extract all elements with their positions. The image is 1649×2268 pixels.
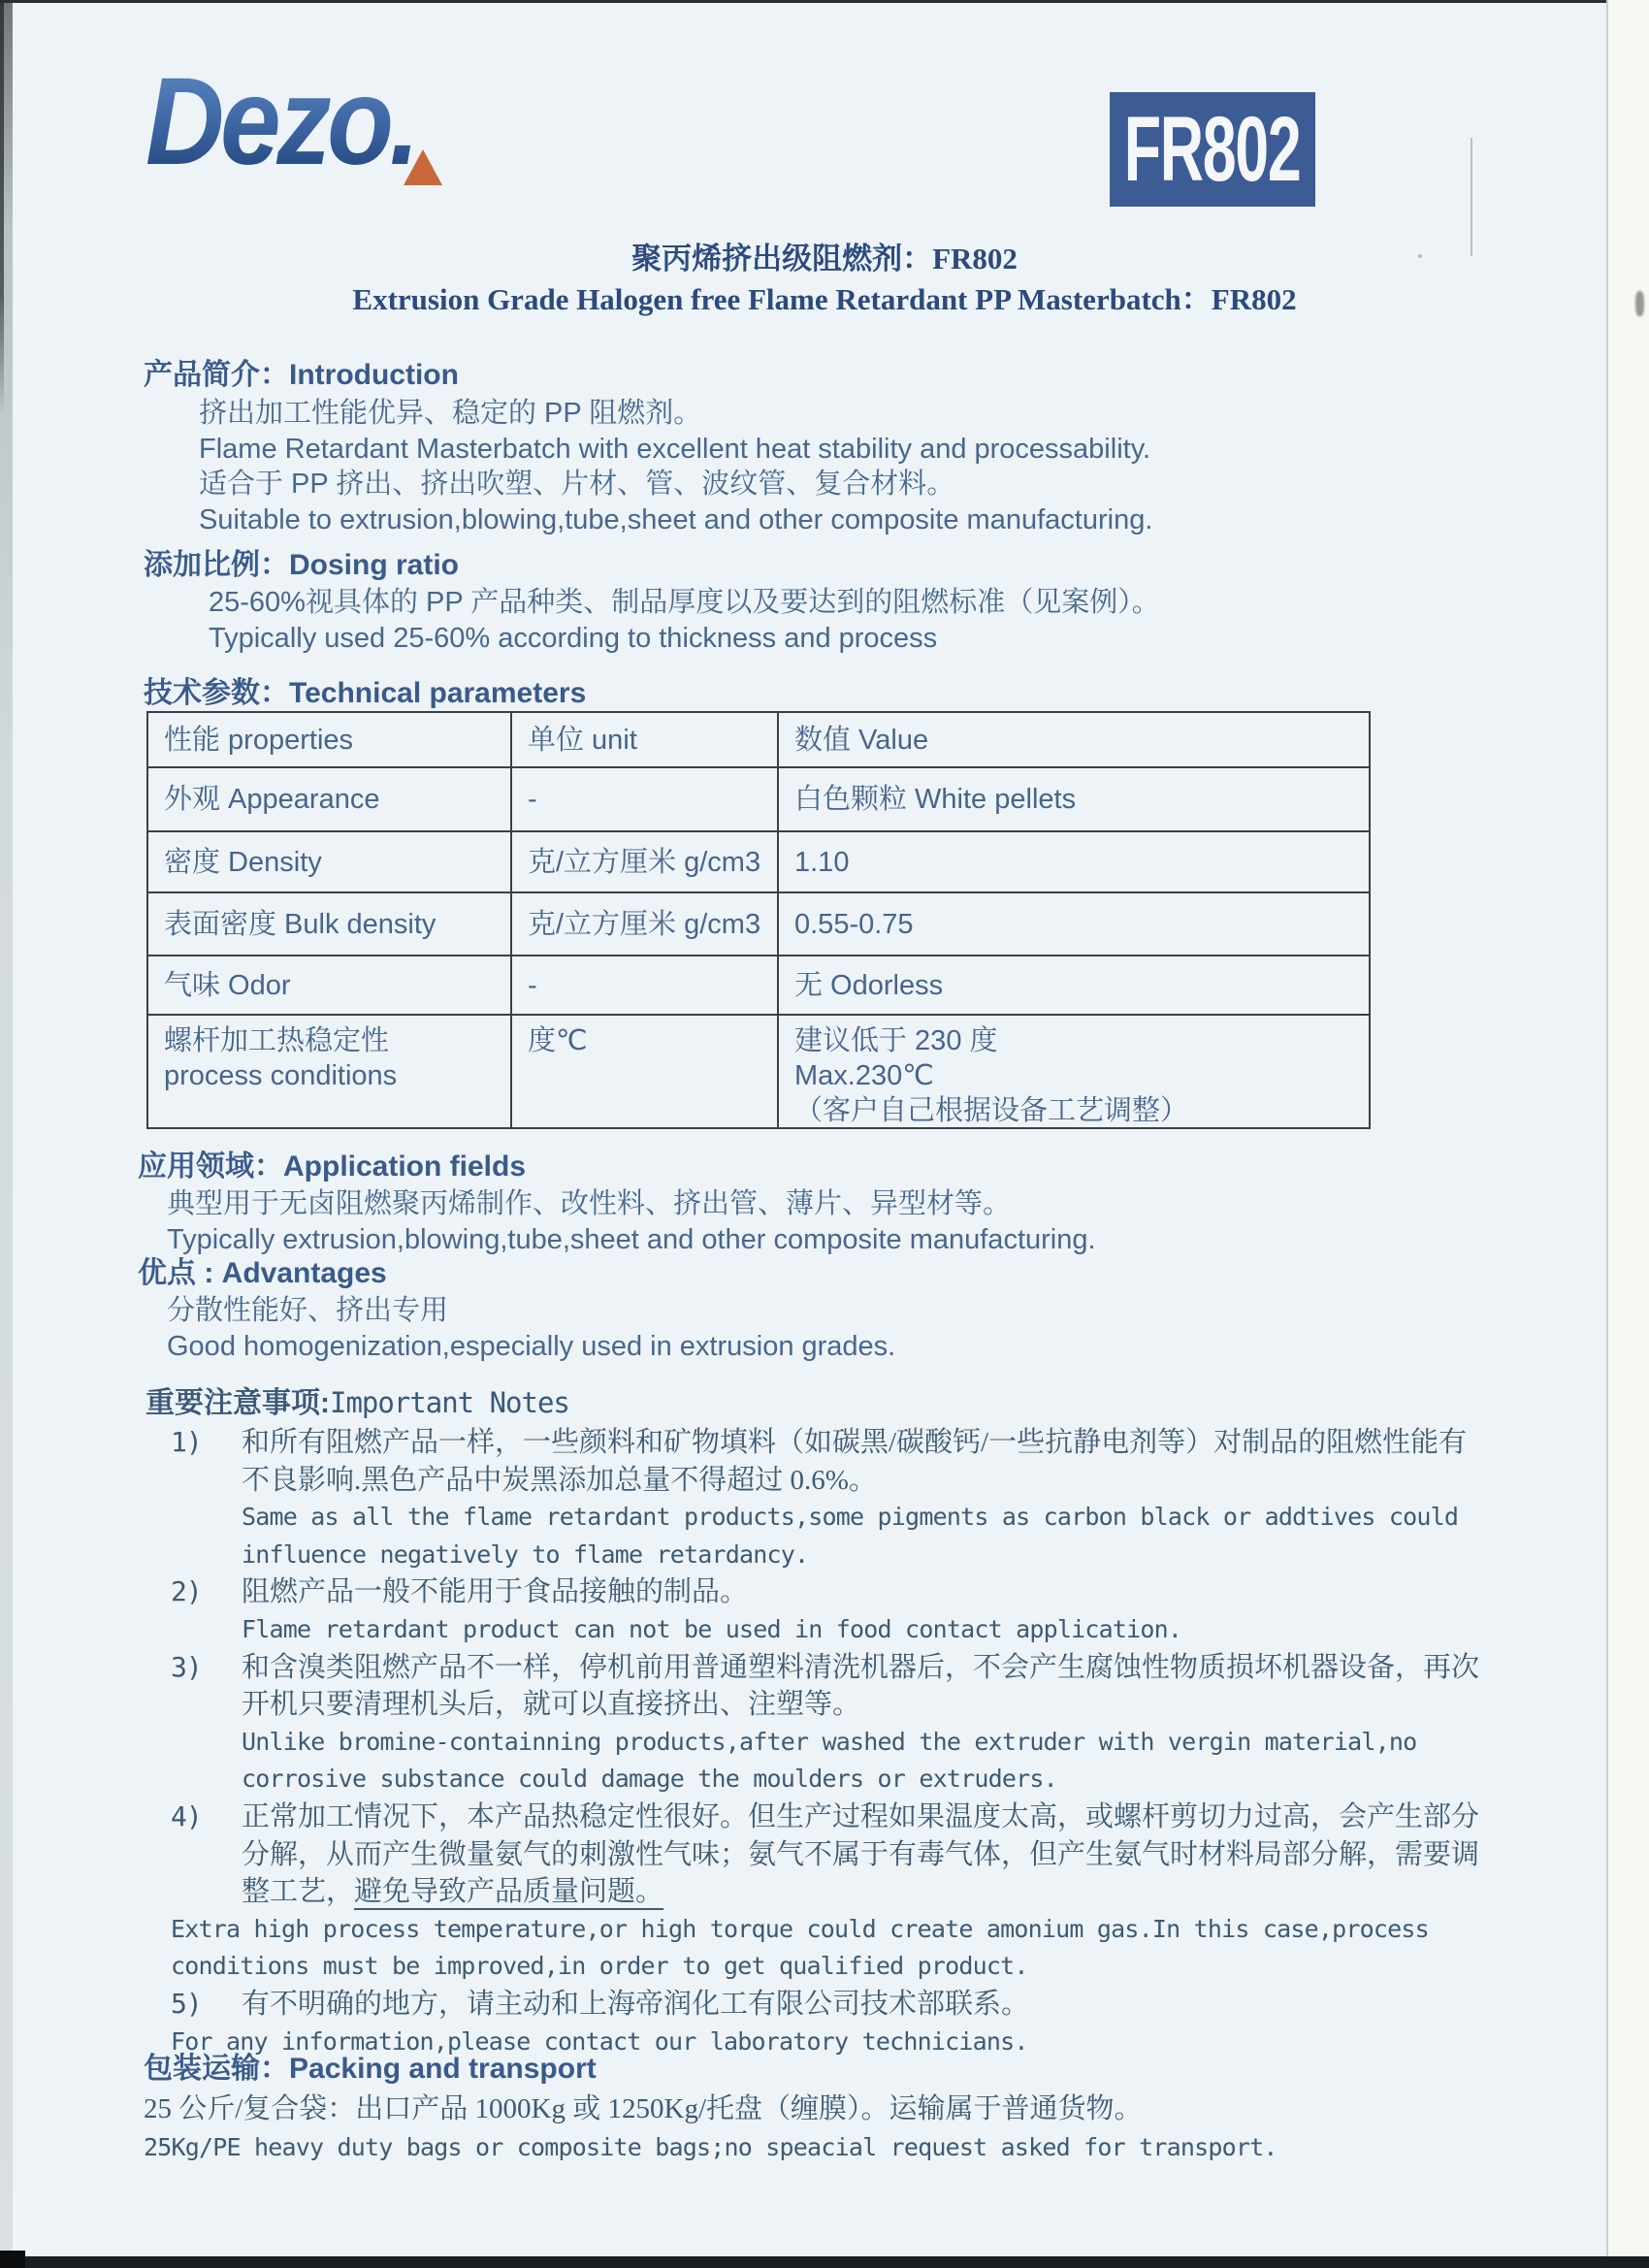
note-text: conditions must be improved,in order to get qualified product. [171,1952,1028,1981]
title-zh: 聚丙烯挤出级阻燃剂：FR802 [631,242,1018,275]
table-row [148,893,1369,956]
cell-unit [512,1016,779,1127]
cell-value [779,956,1369,1014]
cell-line: - [528,969,537,1001]
title-en: Extrusion Grade Halogen free Flame Retardant PP Masterbatch：FR802 [352,282,1297,316]
note-text: 有不明确的地方，请主动和上海帝润化工有限公司技术部联系。 [242,1988,1030,2020]
note-number: 3) [171,1650,202,1683]
cell-line: 0.55-0.75 [794,908,914,940]
cell-property [148,893,512,955]
cell-line: 外观 Appearance [164,784,380,815]
advantages-heading: 优点 : Advantages [138,1257,387,1289]
text-line: Flame Retardant Masterbatch with excellent heat stability and processability. [199,433,1151,465]
note-line [171,1686,1548,1724]
scan-edge-left-shadow [0,0,4,417]
note-text: corrosive substance could damage the moulders or extruders. [242,1765,1057,1794]
note-text: Extra high process temperature,or high torque could create amonium gas.In this case,process [171,1914,1429,1943]
logo-triangle-icon [404,149,442,185]
cell-property [148,956,512,1014]
note-line [171,1573,1548,1611]
text-line: Good homogenization,especially used in extrusion grades. [167,1330,896,1362]
cell-value [779,1016,1369,1127]
packing-lines [144,2090,1277,2167]
document-title-block [0,239,1649,320]
introduction-heading: 产品简介：Introduction [144,359,459,391]
note-text: For any information,please contact our laboratory technicians. [171,2026,1028,2056]
note-text: Same as all the flame retardant products,some pigments as carbon black or addtives could [242,1503,1459,1532]
note-text: 分解，从而产生微量氨气的刺激性气味；氨气不属于有毒气体，但产生氨气时材料局部分解，需要调 [242,1838,1480,1870]
cell-unit [512,893,779,955]
product-code: FR802 [1124,97,1301,201]
text-line: Typically used 25-60% according to thickness and process [209,622,938,654]
scan-corner-bottom-left [0,2251,25,2268]
cell-unit [512,768,779,830]
cell-line: Max.230℃ [794,1060,934,1091]
cell-property [148,1016,512,1127]
packing-heading: 包装运输：Packing and transport [144,2053,597,2085]
application-lines [167,1186,1096,1257]
text-line: Suitable to extrusion,blowing,tube,sheet and other composite manufacturing. [199,503,1153,535]
cell-line: 单位 unit [528,724,637,756]
notes-heading [146,1385,569,1421]
note-line [171,1424,1548,1462]
note-line [171,1986,1548,2024]
cell-line: 克/立方厘米 g/cm3 [528,846,761,878]
cell-value [779,713,1369,766]
cell-line: 气味 Odor [164,969,291,1001]
note-text: Flame retardant product can not be used in food contact application. [242,1614,1182,1643]
cell-value [779,832,1369,891]
cell-line: 1.10 [794,846,850,878]
note-text: 整工艺，避免导致产品质量问题。 [242,1873,663,1910]
text-line: Typically extrusion,blowing,tube,sheet and other composite manufacturing. [167,1223,1096,1255]
table-row [148,956,1369,1016]
table-row [148,768,1369,832]
text-line: 典型用于无卤阻燃聚丙烯制作、改性料、挤出管、薄片、异型材等。 [167,1188,1012,1219]
note-line [171,1836,1548,1874]
note-line [171,1611,1548,1649]
note-line [171,1761,1548,1798]
cell-line: 螺杆加工热稳定性 [164,1025,390,1056]
packing-line: 25 公斤/复合袋：出口产品 1000Kg 或 1250Kg/托盘（缠膜）。运输属于普通货物。 [144,2093,1143,2124]
cell-unit [512,713,779,766]
text-line: 适合于 PP 挤出、挤出吹塑、片材、管、波纹管、复合材料。 [199,469,955,500]
note-text: influence negatively to flame retardancy. [242,1539,809,1569]
cell-line: 性能 properties [164,724,354,756]
note-line [171,1537,1548,1574]
cell-value [779,768,1369,830]
note-text-underlined: 避免导致产品质量问题。 [354,1876,663,1910]
note-number: 4) [171,1799,202,1832]
note-number: 5) [171,1987,202,2020]
cell-line: process conditions [164,1060,398,1091]
cell-value [779,893,1369,955]
cell-line: 度℃ [528,1025,588,1056]
note-line [171,1499,1548,1537]
advantages-lines [167,1293,895,1364]
table-row [148,832,1369,893]
note-line [171,1798,1548,1836]
note-text: 开机只要清理机头后，就可以直接挤出、注塑等。 [242,1689,861,1721]
cell-line: 表面密度 Bulk density [164,908,436,940]
paper-right-edge [1606,0,1649,2268]
note-line [171,1873,1548,1911]
cell-line: 无 Odorless [794,969,944,1001]
note-number: 2) [171,1575,202,1608]
cell-line: （客户自己根据设备工艺调整） [794,1095,1189,1126]
table-row [148,713,1369,768]
cell-property [148,832,512,891]
note-text: 和所有阻燃产品一样，一些颜料和矿物填料（如碳黑/碳酸钙/一些抗静电剂等）对制品的阻燃性能有 [242,1427,1468,1458]
cell-line: - [528,784,537,815]
note-text: Unlike bromine-containning products,after washed the extruder with vergin material,no [242,1727,1417,1756]
cell-unit [512,956,779,1014]
product-code-badge [1110,92,1315,207]
company-logo [146,52,452,206]
technical-heading: 技术参数：Technical parameters [144,677,587,709]
cell-unit [512,832,779,891]
note-line [171,1649,1548,1687]
note-text: 不良影响.黑色产品中炭黑添加总量不得超过 0.6%。 [242,1464,877,1496]
note-line [171,1462,1548,1500]
note-line [171,1911,1548,1949]
note-line [171,1948,1548,1986]
cell-line: 数值 Value [794,724,929,756]
introduction-lines [199,396,1152,537]
cell-line: 建议低于 230 度 [794,1025,998,1056]
notes-heading-en: Important Notes [330,1386,569,1419]
packing-line: 25Kg/PE heavy duty bags or composite bags;no speacial request asked for transport. [144,2133,1277,2161]
dosing-lines [209,585,1160,656]
technical-parameters-table [146,711,1371,1129]
text-line: 25-60%视具体的 PP 产品种类、制品厚度以及要达到的阻燃标准（见案例）。 [209,587,1160,618]
note-text: 阻燃产品一般不能用于食品接触的制品。 [242,1576,749,1608]
note-number: 1) [171,1426,202,1458]
note-text: 正常加工情况下，本产品热稳定性很好。但生产过程如果温度太高，或螺杆剪切力过高，会产生部分 [242,1800,1480,1832]
dosing-heading: 添加比例：Dosing ratio [144,549,460,581]
note-text: 和含溴类阻燃产品不一样，停机前用普通塑料清洗机器后，不会产生腐蚀性物质损坏机器设备，再次 [242,1651,1480,1683]
text-line: 挤出加工性能优异、稳定的 PP 阻燃剂。 [199,398,702,429]
application-heading: 应用领域：Application fields [138,1150,527,1183]
cell-property [148,713,512,766]
cell-line: 白色颗粒 White pellets [794,784,1077,815]
note-line [171,1724,1548,1762]
text-line: 分散性能好、挤出专用 [167,1295,449,1326]
notes-list [171,1424,1548,2060]
scan-edge-bottom [0,2256,1649,2268]
scan-edge-top [0,0,1649,3]
notes-heading-zh: 重要注意事项: [146,1387,330,1419]
table-row [148,1016,1369,1127]
cell-line: 密度 Density [164,846,322,878]
cell-property [148,768,512,830]
logo-wordmark: Dezo. [146,52,416,191]
cell-line: 克/立方厘米 g/cm3 [528,908,761,940]
